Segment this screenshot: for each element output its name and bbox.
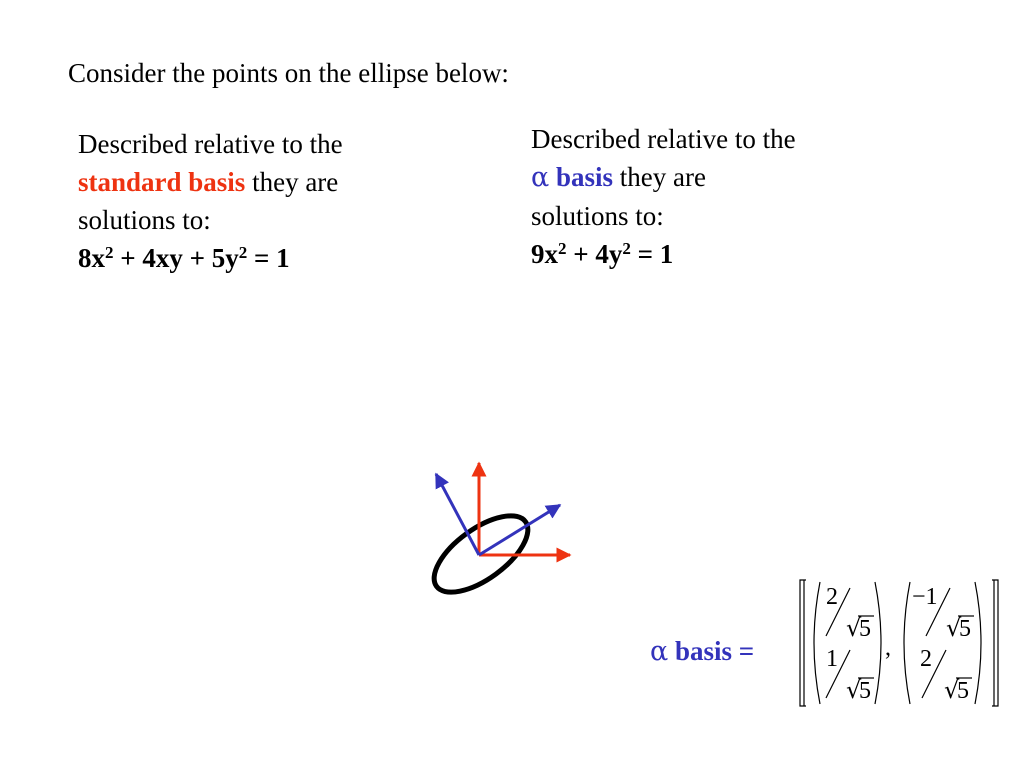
- standard-basis-term: standard basis: [78, 167, 246, 197]
- standard-line1: Described relative to the: [78, 129, 343, 159]
- alpha-basis-label: α basis =: [650, 636, 755, 667]
- alpha-line3: solutions to:: [531, 201, 664, 231]
- v1-bot-den: 5: [859, 678, 871, 704]
- v2-top-den: 5: [959, 616, 971, 642]
- alpha-basis-term: α basis: [531, 162, 614, 193]
- svg-text:√: √: [944, 676, 960, 704]
- standard-line2-rest: they are: [245, 167, 339, 197]
- v2-bot-den: 5: [957, 678, 969, 704]
- v1-top-num: 2: [826, 584, 838, 610]
- alpha-equation: $9x^2 + 4y^2 = 1$: [531, 239, 674, 269]
- alpha-line1: Described relative to the: [531, 124, 796, 154]
- v2-bot-num: 2: [920, 646, 932, 672]
- svg-text:√: √: [846, 614, 862, 642]
- alpha-line2-rest: they are: [613, 162, 706, 192]
- svg-text:√: √: [946, 614, 962, 642]
- basis-matrix: [800, 580, 998, 706]
- v2-top-num: −1: [912, 584, 938, 610]
- standard-equation: $8x^2 + 4xy + 5y^2 = 1$: [78, 243, 290, 273]
- standard-line3: solutions to:: [78, 205, 211, 235]
- v1-bot-num: 1: [826, 646, 838, 672]
- vector-separator: ,: [885, 635, 891, 661]
- v1-top-den: 5: [859, 616, 871, 642]
- intro-text: Consider the points on the ellipse below:: [68, 58, 509, 88]
- svg-text:√: √: [846, 676, 862, 704]
